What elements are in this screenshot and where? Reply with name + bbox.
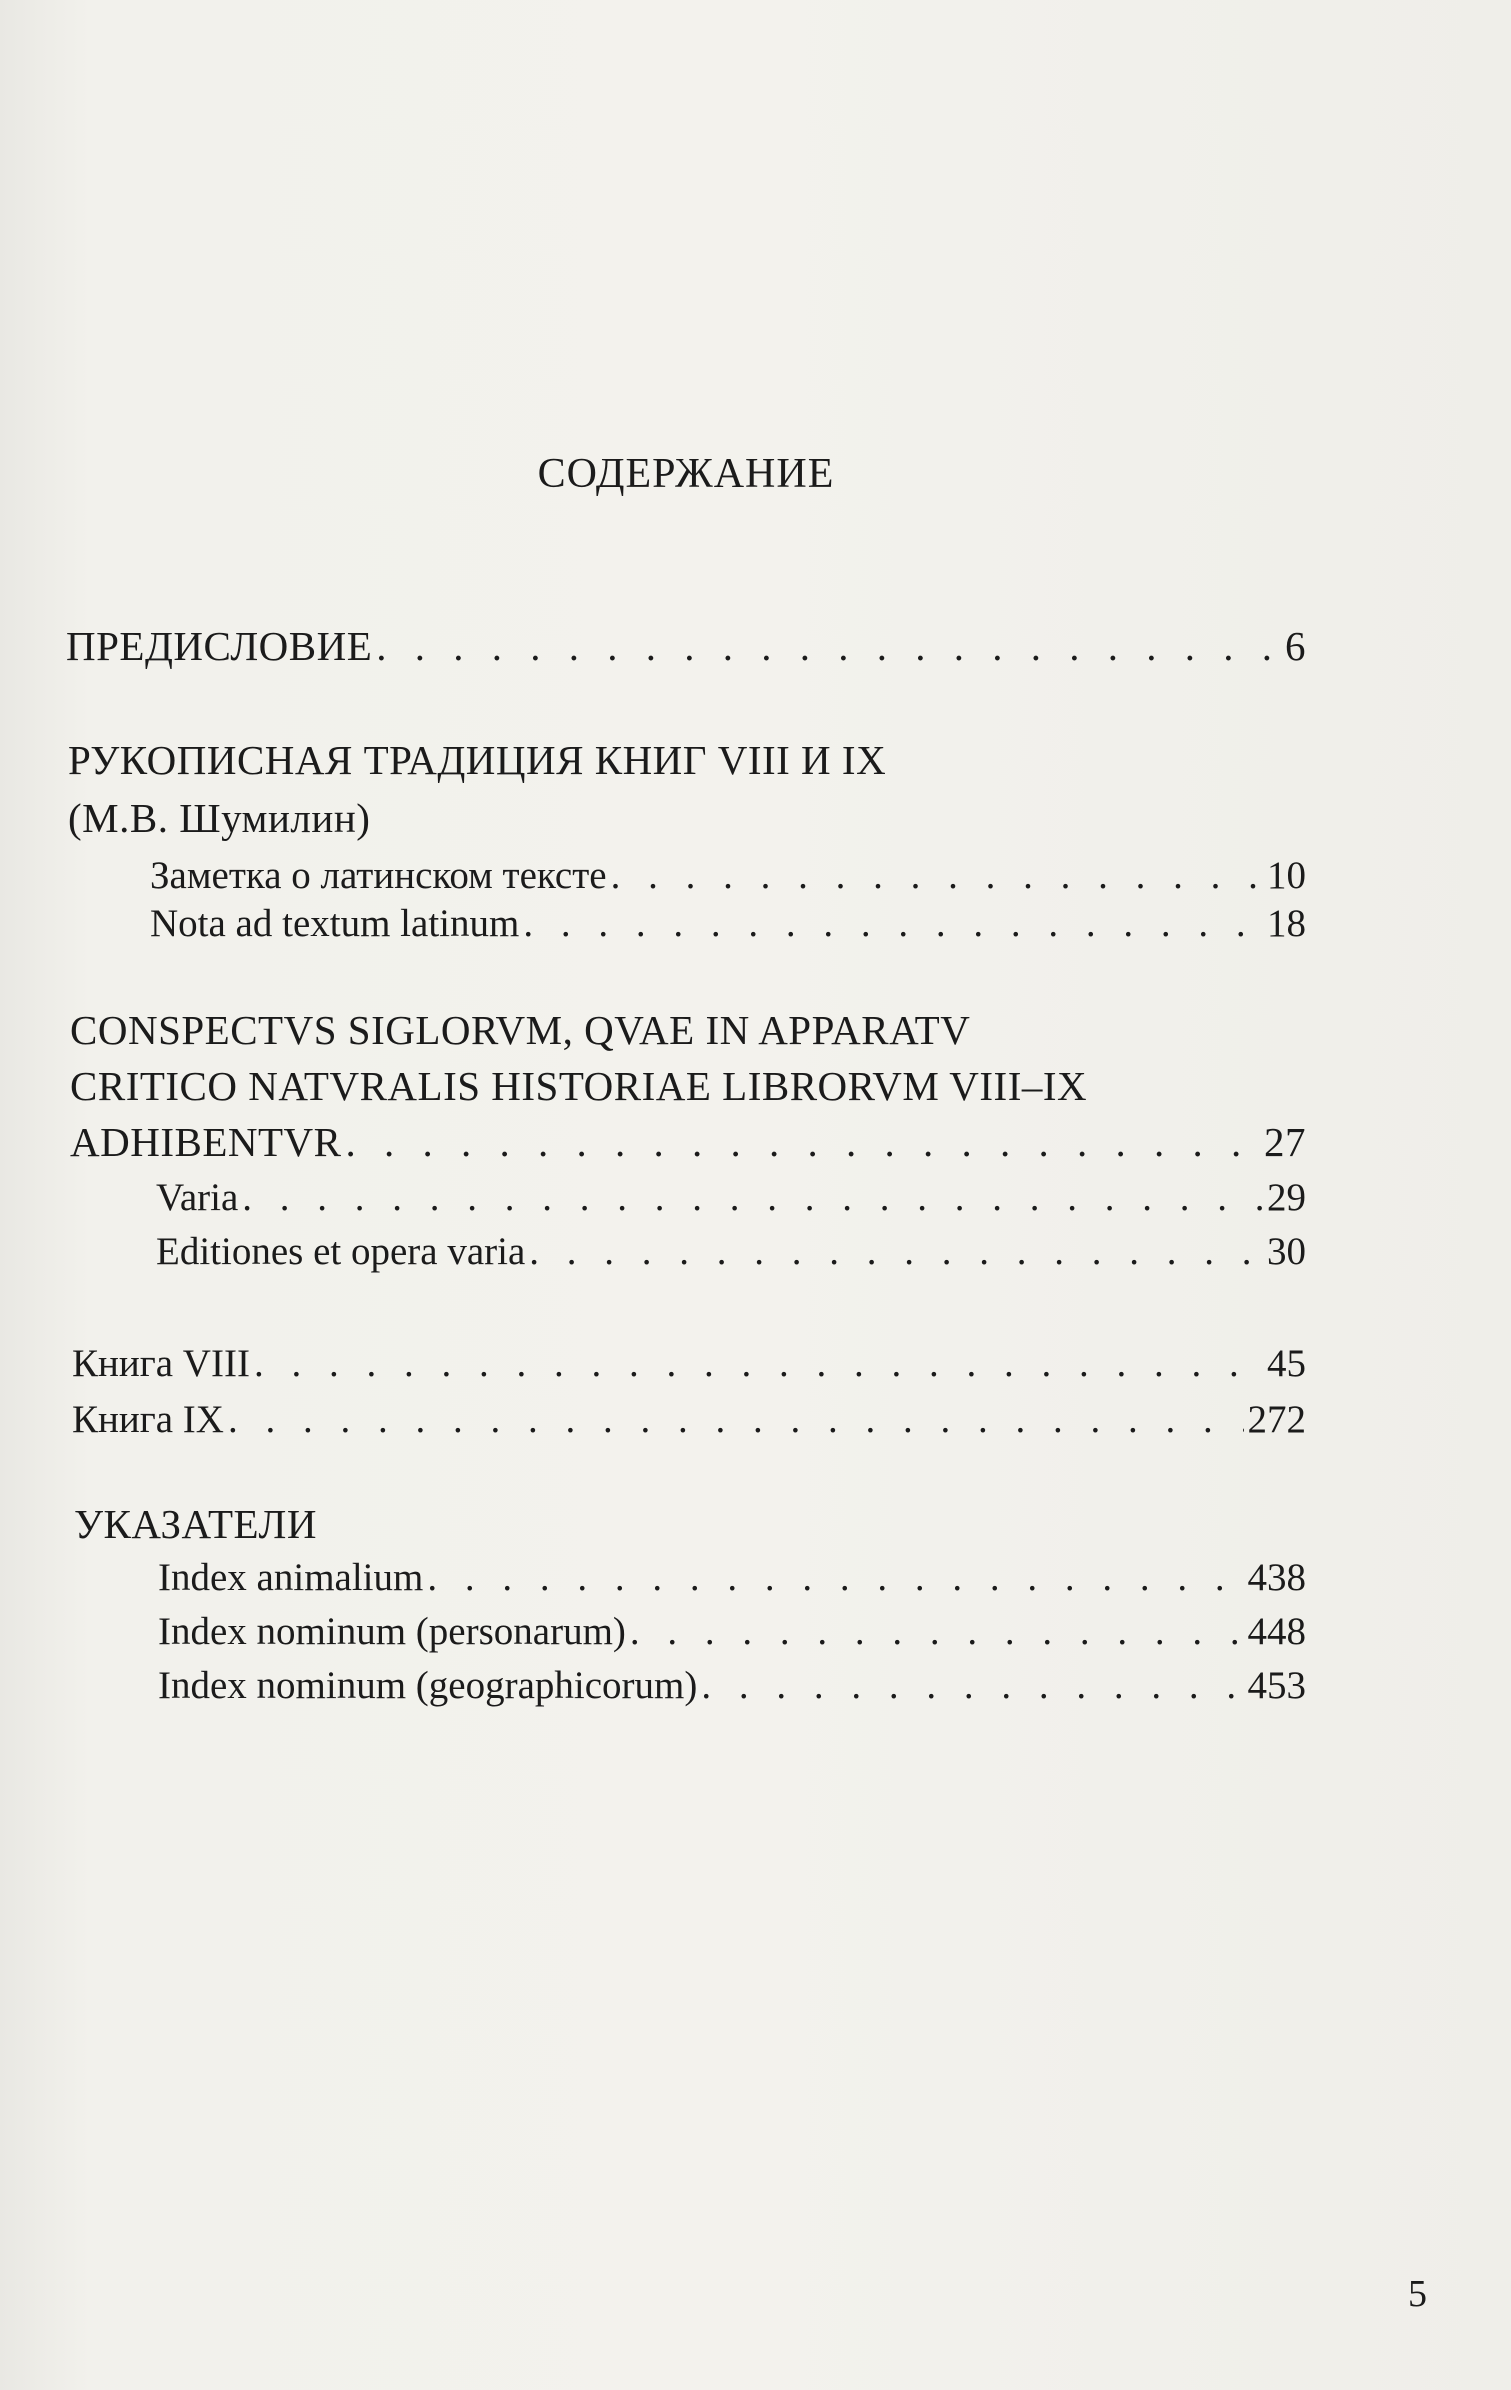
toc-entry-title: ADHIBENTVR	[70, 1119, 342, 1165]
toc-entry-title: Заметка о латинском тексте	[150, 854, 607, 897]
toc-section-author: (М.В. Шумилин)	[68, 795, 371, 841]
toc-entry-page: 30	[1267, 1230, 1306, 1273]
toc-entry-index-personarum	[158, 1604, 1306, 1660]
toc-entry-conspectus	[70, 1114, 1306, 1170]
toc-section-title: CONSPECTVS SIGLORVM, QVAE IN APPARATV	[70, 1007, 971, 1053]
leader-dots	[523, 896, 1263, 952]
toc-entry-book-9	[72, 1392, 1306, 1448]
toc-entry-page: 18	[1267, 902, 1306, 945]
toc-entry-title: Книга VIII	[72, 1342, 250, 1385]
toc-entry-page: 45	[1267, 1342, 1306, 1385]
leader-dots	[254, 1336, 1263, 1392]
toc-entry-page: 29	[1267, 1176, 1306, 1219]
toc-entry-index-geographicorum	[158, 1658, 1306, 1714]
toc-section-title: РУКОПИСНАЯ ТРАДИЦИЯ КНИГ VIII И IX	[68, 737, 887, 783]
toc-entry-book-8	[72, 1336, 1306, 1392]
leader-dots	[376, 618, 1281, 674]
leader-dots	[630, 1604, 1244, 1660]
toc-entry-editiones	[156, 1224, 1306, 1280]
leader-dots	[345, 1114, 1260, 1170]
toc-entry-title: Index animalium	[158, 1556, 424, 1599]
toc-entry-title: Index nominum (personarum)	[158, 1610, 626, 1653]
toc-entry-varia	[156, 1170, 1306, 1226]
leader-dots	[228, 1392, 1244, 1448]
toc-entry-title: Editiones et opera varia	[156, 1230, 526, 1273]
toc-entry-title: Varia	[156, 1176, 239, 1219]
toc-entry-title: Nota ad textum latinum	[150, 902, 520, 945]
page-number: 5	[1408, 2273, 1427, 2315]
leader-dots	[427, 1550, 1243, 1606]
toc-entry-page: 272	[1247, 1398, 1306, 1441]
toc-entry-page: 27	[1264, 1119, 1306, 1165]
leader-dots	[242, 1170, 1263, 1226]
toc-entry-preface	[66, 618, 1306, 674]
toc-entry-page: 438	[1247, 1556, 1306, 1599]
toc-entry-page: 453	[1247, 1664, 1306, 1707]
toc-entry-title: ПРЕДИСЛОВИЕ	[66, 623, 373, 669]
page-title: СОДЕРЖАНИЕ	[537, 451, 835, 497]
toc-entry-page: 10	[1267, 854, 1306, 897]
leader-dots	[529, 1224, 1263, 1280]
toc-entry-latin-note-la	[150, 896, 1306, 952]
toc-section-title: УКАЗАТЕЛИ	[74, 1501, 317, 1547]
toc-entry-title: Книга IX	[72, 1398, 224, 1441]
leader-dots	[701, 1658, 1243, 1714]
toc-entry-page: 6	[1285, 623, 1306, 669]
toc-entry-index-animalium	[158, 1550, 1306, 1606]
toc-entry-page: 448	[1247, 1610, 1306, 1653]
toc-section-title: CRITICO NATVRALIS HISTORIAE LIBRORVM VIII–IX	[70, 1063, 1088, 1109]
toc-entry-title: Index nominum (geographicorum)	[158, 1664, 698, 1707]
